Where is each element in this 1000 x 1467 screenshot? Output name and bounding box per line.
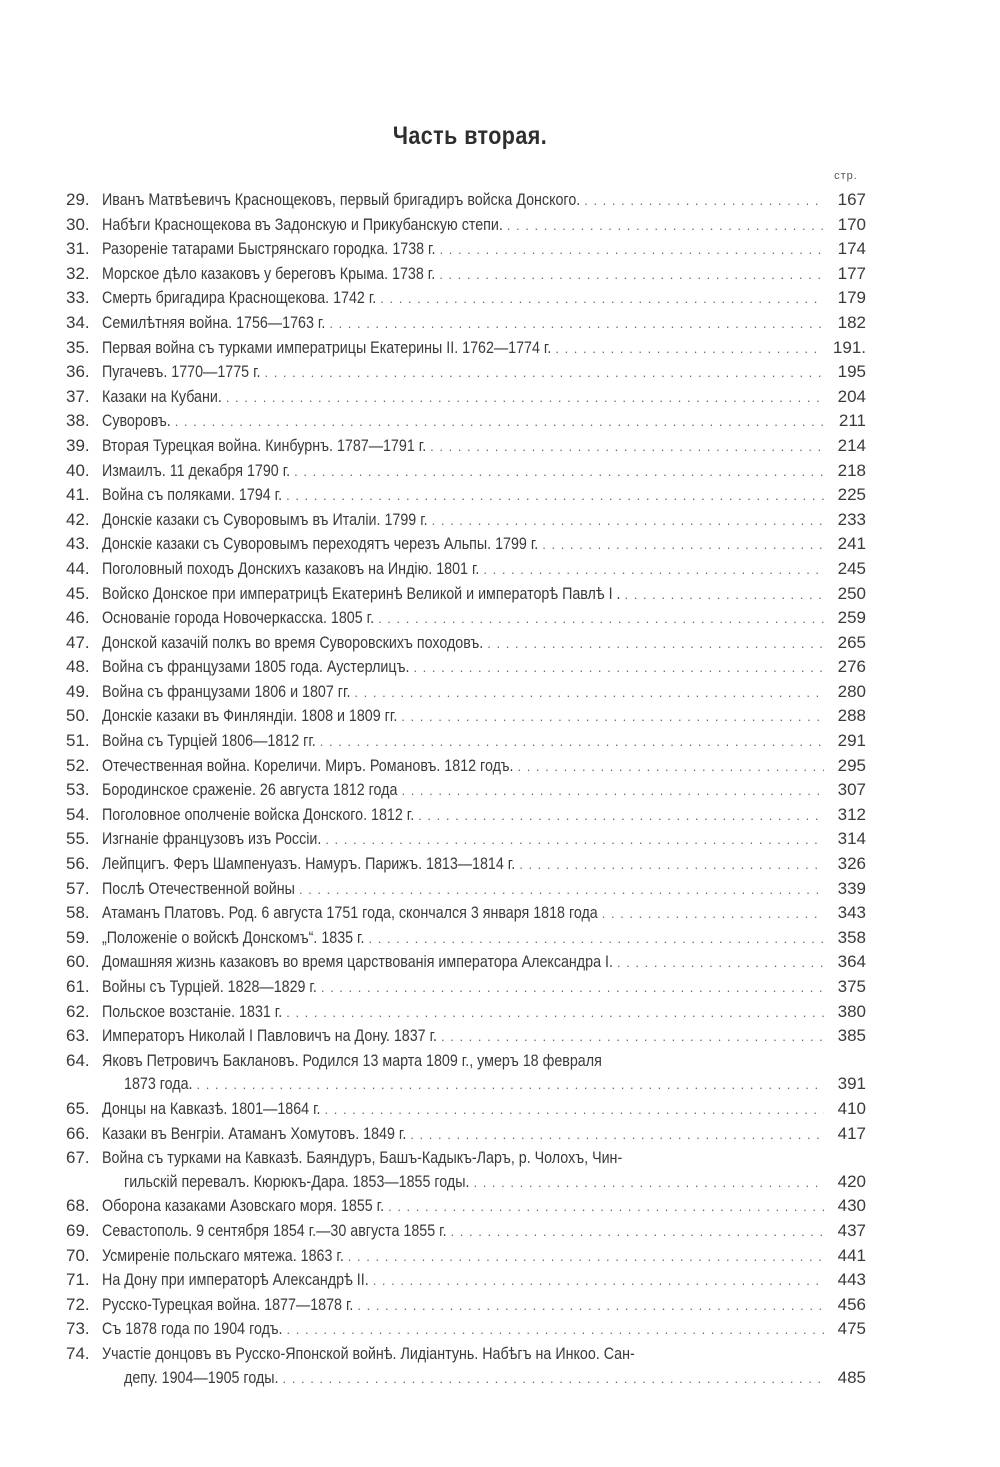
page-number: 417 bbox=[837, 1123, 866, 1143]
entry-title: Севастополь. 9 сентября 1854 г.—30 августа 1855 г. bbox=[102, 1220, 447, 1240]
dot-leader bbox=[286, 1001, 824, 1025]
toc-entry bbox=[66, 1219, 866, 1244]
dot-leader bbox=[388, 1195, 824, 1219]
page-number: 410 bbox=[837, 1098, 866, 1118]
entry-number: 37. bbox=[66, 386, 90, 406]
entry-number: 47. bbox=[66, 632, 90, 652]
entry-title: Участіе донцовъ въ Русско-Японской войнѣ. Лидіантунь. Набѣгъ на Инкоо. Сан- bbox=[102, 1343, 635, 1363]
toc-entry-line bbox=[66, 704, 866, 729]
toc-entry-line bbox=[66, 1219, 866, 1244]
entry-title: Отечественная война. Кореличи. Миръ. Романовъ. 1812 годъ. bbox=[102, 755, 514, 775]
toc-entry-line bbox=[66, 459, 866, 484]
entry-title: Яковъ Петровичъ Баклановъ. Родился 13 марта 1809 г., умеръ 18 февраля bbox=[102, 1050, 602, 1070]
toc-entry-line bbox=[66, 1244, 866, 1269]
dot-leader bbox=[321, 976, 824, 1000]
page-number: 218 bbox=[837, 460, 866, 480]
page-number: 204 bbox=[837, 386, 866, 406]
dot-leader bbox=[329, 312, 824, 336]
page-number: 475 bbox=[837, 1319, 866, 1339]
entry-title: Война съ Турціей 1806—1812 гг. bbox=[102, 731, 316, 751]
toc-entry bbox=[66, 778, 866, 803]
page-number: 259 bbox=[837, 608, 866, 628]
entry-number: 35. bbox=[66, 337, 90, 357]
toc-entry-line bbox=[66, 803, 866, 828]
page-number: 485 bbox=[837, 1367, 866, 1387]
toc-entry bbox=[66, 508, 866, 533]
entry-number: 61. bbox=[66, 977, 90, 996]
toc-entry bbox=[66, 582, 866, 607]
dot-leader bbox=[196, 1073, 824, 1097]
page-number: 314 bbox=[837, 829, 866, 849]
toc-entry-line bbox=[66, 237, 866, 262]
entry-title: Усмиреніе польскаго мятежа. 1863 г. bbox=[102, 1245, 344, 1265]
entry-title: Поголовный походъ Донскихъ казаковъ на Индію. 1801 г. bbox=[102, 558, 480, 578]
entry-number: 52. bbox=[66, 755, 90, 775]
toc-entry bbox=[66, 1122, 866, 1147]
toc-entry-line bbox=[66, 631, 866, 656]
dot-leader bbox=[380, 287, 824, 311]
toc-entry-line bbox=[66, 286, 866, 311]
toc-entry bbox=[66, 336, 866, 361]
entry-number: 72. bbox=[66, 1294, 90, 1314]
page-number: 182 bbox=[837, 312, 866, 332]
entry-number: 43. bbox=[66, 534, 90, 554]
entry-number: 58. bbox=[66, 903, 90, 923]
toc-entry-line bbox=[66, 606, 866, 631]
entry-number: 53. bbox=[66, 780, 90, 800]
entry-title: депу. 1904—1905 годы. bbox=[124, 1367, 279, 1387]
dot-leader bbox=[584, 189, 824, 213]
entry-title: Донскіе казаки съ Суворовымъ переходятъ черезъ Альпы. 1799 г. bbox=[102, 534, 539, 554]
entry-number: 42. bbox=[66, 509, 90, 529]
dot-leader bbox=[517, 755, 824, 779]
entry-title: Донцы на Кавказѣ. 1801—1864 г. bbox=[102, 1098, 321, 1118]
page-number: 441 bbox=[837, 1245, 866, 1265]
toc-entry-line bbox=[66, 385, 866, 410]
toc-entry bbox=[66, 213, 866, 238]
entry-title: Атаманъ Платовъ. Род. 6 августа 1751 года, скончался 3 января 1818 года bbox=[102, 903, 598, 923]
page-number: 214 bbox=[837, 435, 866, 455]
toc-entry-line bbox=[66, 950, 866, 975]
page-number: 443 bbox=[837, 1270, 866, 1290]
entry-number: 66. bbox=[66, 1123, 90, 1143]
dot-leader bbox=[418, 804, 824, 828]
entry-number: 29. bbox=[66, 190, 90, 209]
entry-title: гильскій перевалъ. Кюрюкъ-Дара. 1853—1855 годы. bbox=[124, 1171, 470, 1191]
toc-entry bbox=[66, 188, 866, 213]
entry-title: Иванъ Матвѣевичъ Краснощековъ, первый бригадиръ войска Донского. bbox=[102, 190, 581, 209]
toc-entry-line bbox=[66, 680, 866, 705]
entry-number: 41. bbox=[66, 485, 90, 505]
entry-number: 51. bbox=[66, 731, 90, 751]
toc-entry-line bbox=[66, 1000, 866, 1025]
entry-title: Изгнаніе французовъ изъ Россіи. bbox=[102, 829, 322, 849]
dot-leader bbox=[602, 902, 824, 926]
dot-leader bbox=[440, 238, 825, 262]
toc-entry bbox=[66, 237, 866, 262]
entry-title: Разореніе татарами Быстрянскаго городка. 1738 г. bbox=[102, 239, 436, 259]
page-number: 250 bbox=[837, 583, 866, 603]
page-number: 326 bbox=[837, 854, 866, 874]
dot-leader bbox=[432, 509, 824, 533]
toc-entry-line bbox=[66, 483, 866, 508]
toc-entry-line bbox=[66, 262, 866, 287]
page-number: 233 bbox=[837, 509, 866, 529]
entry-title: 1873 года. bbox=[124, 1074, 193, 1094]
dot-leader bbox=[286, 484, 824, 508]
dot-leader bbox=[507, 214, 824, 238]
entry-title: Послѣ Отечественной войны bbox=[102, 878, 295, 898]
page-number: 179 bbox=[837, 288, 866, 308]
toc-entry-line bbox=[66, 1122, 866, 1147]
toc-entry bbox=[66, 409, 866, 434]
entry-title: Смерть бригадира Краснощекова. 1742 г. bbox=[102, 288, 377, 308]
dot-leader bbox=[320, 730, 824, 754]
page-number: 225 bbox=[837, 485, 866, 505]
toc-entry-line bbox=[66, 926, 866, 951]
page-number: 276 bbox=[837, 657, 866, 677]
toc-entry bbox=[66, 803, 866, 828]
entry-number: 46. bbox=[66, 608, 90, 628]
dot-leader bbox=[348, 1245, 824, 1269]
page-number: 380 bbox=[837, 1001, 866, 1021]
toc-entry-line bbox=[66, 1146, 866, 1170]
entry-title: Суворовъ. bbox=[102, 411, 171, 431]
entry-number: 60. bbox=[66, 952, 90, 972]
toc-entry bbox=[66, 1268, 866, 1293]
toc-entry bbox=[66, 975, 866, 1000]
entry-number: 30. bbox=[66, 214, 90, 234]
entry-title: Съ 1878 года по 1904 годъ. bbox=[102, 1319, 283, 1339]
toc-entry bbox=[66, 1293, 866, 1318]
page-number: 391 bbox=[837, 1074, 866, 1094]
table-of-contents bbox=[66, 188, 866, 1390]
dot-leader bbox=[325, 1098, 825, 1122]
page-number: 211 bbox=[838, 411, 866, 431]
entry-title: Донской казачій полкъ во время Суворовскихъ походовъ. bbox=[102, 632, 484, 652]
entry-title: Лейпцигъ. Феръ Шампенуазъ. Намуръ. Парижъ. 1813—1814 г. bbox=[102, 854, 516, 874]
page-number: 364 bbox=[837, 952, 866, 972]
dot-leader bbox=[226, 386, 824, 410]
toc-entry bbox=[66, 459, 866, 484]
page-number: 343 bbox=[837, 903, 866, 923]
entry-title: Основаніе города Новочеркасска. 1805 г. bbox=[102, 608, 375, 628]
entry-number: 55. bbox=[66, 829, 90, 849]
toc-entry bbox=[66, 729, 866, 754]
page-number: 195 bbox=[837, 362, 866, 382]
toc-entry-line bbox=[66, 1366, 866, 1391]
toc-entry-line bbox=[66, 1170, 866, 1195]
dot-leader bbox=[373, 1269, 824, 1293]
dot-leader bbox=[483, 558, 824, 582]
entry-title: Войны съ Турціей. 1828—1829 г. bbox=[102, 977, 317, 996]
entry-title: Польское возстаніе. 1831 г. bbox=[102, 1001, 283, 1021]
toc-entry bbox=[66, 827, 866, 852]
toc-entry-line bbox=[66, 1268, 866, 1293]
toc-entry-line bbox=[66, 409, 866, 434]
toc-entry-line bbox=[66, 877, 866, 902]
toc-entry-line bbox=[66, 754, 866, 779]
entry-number: 50. bbox=[66, 706, 90, 726]
toc-entry bbox=[66, 1194, 866, 1219]
dot-leader bbox=[264, 361, 824, 385]
toc-entry bbox=[66, 1024, 866, 1049]
page-number: 265 bbox=[837, 632, 866, 652]
entry-number: 63. bbox=[66, 1026, 90, 1046]
toc-entry bbox=[66, 483, 866, 508]
page-number: 437 bbox=[837, 1220, 866, 1240]
dot-leader bbox=[287, 1318, 824, 1342]
toc-entry bbox=[66, 606, 866, 631]
dot-leader bbox=[357, 1294, 824, 1318]
dot-leader bbox=[542, 533, 824, 557]
dot-leader bbox=[354, 681, 824, 705]
toc-entry bbox=[66, 262, 866, 287]
page-number: 295 bbox=[837, 755, 866, 775]
entry-number: 65. bbox=[66, 1098, 90, 1118]
page-number: 280 bbox=[837, 681, 866, 701]
toc-entry-line bbox=[66, 1072, 866, 1097]
dot-leader bbox=[473, 1171, 824, 1195]
toc-entry bbox=[66, 385, 866, 410]
toc-entry bbox=[66, 754, 866, 779]
entry-number: 44. bbox=[66, 558, 90, 578]
dot-leader bbox=[625, 583, 824, 607]
toc-entry bbox=[66, 1049, 866, 1097]
dot-leader bbox=[294, 460, 824, 484]
toc-entry-line bbox=[66, 1024, 866, 1049]
entry-title: Первая война съ турками императрицы Екатерины II. 1762—1774 г. bbox=[102, 337, 552, 357]
entry-number: 68. bbox=[66, 1196, 90, 1216]
entry-number: 57. bbox=[66, 878, 90, 898]
entry-number: 70. bbox=[66, 1245, 90, 1265]
page-number: 167 bbox=[837, 190, 866, 209]
entry-title: Семилѣтняя война. 1756—1763 г. bbox=[102, 312, 326, 332]
page-number: 288 bbox=[837, 706, 866, 726]
entry-number: 54. bbox=[66, 804, 90, 824]
toc-entry-line bbox=[66, 360, 866, 385]
entry-title: Морское дѣло казаковъ у береговъ Крыма. 1738 г. bbox=[102, 263, 436, 283]
entry-title: Вторая Турецкая война. Кинбурнъ. 1787—1791 г. bbox=[102, 435, 427, 455]
dot-leader bbox=[401, 705, 824, 729]
page-number: 385 bbox=[837, 1026, 866, 1046]
entry-number: 39. bbox=[66, 435, 90, 455]
entry-number: 67. bbox=[66, 1148, 90, 1168]
page-column-label: стр. bbox=[834, 170, 858, 182]
page-number: 307 bbox=[837, 780, 866, 800]
dot-leader bbox=[325, 828, 824, 852]
entry-number: 33. bbox=[66, 288, 90, 308]
toc-entry bbox=[66, 360, 866, 385]
toc-entry bbox=[66, 1342, 866, 1390]
entry-number: 62. bbox=[66, 1001, 90, 1021]
entry-number: 31. bbox=[66, 239, 90, 259]
toc-entry bbox=[66, 926, 866, 951]
entry-title: Русско-Турецкая война. 1877—1878 г. bbox=[102, 1294, 354, 1314]
entry-title: Война съ французами 1805 года. Аустерлицъ. bbox=[102, 657, 410, 677]
dot-leader bbox=[378, 607, 824, 631]
toc-entry-line bbox=[66, 827, 866, 852]
section-title: Часть вторая. bbox=[392, 122, 548, 150]
dot-leader bbox=[519, 853, 824, 877]
toc-entry-line bbox=[66, 901, 866, 926]
entry-number: 64. bbox=[66, 1050, 90, 1070]
toc-entry-line bbox=[66, 188, 866, 213]
toc-entry bbox=[66, 1097, 866, 1122]
page-number: 312 bbox=[837, 804, 866, 824]
page-number: 358 bbox=[837, 927, 866, 947]
toc-entry-line bbox=[66, 582, 866, 607]
entry-title: Войско Донское при императрицѣ Екатеринѣ Великой и императорѣ Павлѣ I . bbox=[102, 583, 621, 603]
toc-entry-line bbox=[66, 729, 866, 754]
page-number: 191. bbox=[832, 337, 866, 357]
entry-title: Донскіе казаки въ Финляндіи. 1808 и 1809 гг. bbox=[102, 706, 398, 726]
toc-entry-line bbox=[66, 1194, 866, 1219]
toc-entry-line bbox=[66, 1097, 866, 1122]
toc-entry bbox=[66, 704, 866, 729]
toc-entry bbox=[66, 434, 866, 459]
dot-leader bbox=[283, 1367, 824, 1391]
toc-entry-line bbox=[66, 655, 866, 680]
toc-entry-line bbox=[66, 1317, 866, 1342]
toc-entry bbox=[66, 877, 866, 902]
page-number: 170 bbox=[837, 214, 866, 234]
entry-number: 71. bbox=[66, 1270, 90, 1290]
entry-title: Бородинское сраженіе. 26 августа 1812 года bbox=[102, 780, 398, 800]
toc-entry-line bbox=[66, 1293, 866, 1318]
toc-entry bbox=[66, 532, 866, 557]
page-number: 241 bbox=[837, 534, 866, 554]
dot-leader bbox=[617, 951, 824, 975]
entry-title: Война съ поляками. 1794 г. bbox=[102, 485, 283, 505]
page-number: 456 bbox=[837, 1294, 866, 1314]
entry-number: 48. bbox=[66, 657, 90, 677]
entry-title: Война съ французами 1806 и 1807 гг. bbox=[102, 681, 351, 701]
page-number: 420 bbox=[837, 1171, 866, 1191]
entry-number: 36. bbox=[66, 362, 90, 382]
toc-entry-line bbox=[66, 508, 866, 533]
page-number: 174 bbox=[837, 239, 866, 259]
dot-leader bbox=[175, 410, 824, 434]
dot-leader bbox=[430, 435, 824, 459]
entry-title: Набѣги Краснощекова въ Задонскую и Прикубанскую степи. bbox=[102, 214, 503, 234]
entry-number: 56. bbox=[66, 854, 90, 874]
entry-number: 32. bbox=[66, 263, 90, 283]
entry-title: Казаки въ Венгріи. Атаманъ Хомутовъ. 1849 г. bbox=[102, 1123, 407, 1143]
entry-title: Измаилъ. 11 декабря 1790 г. bbox=[102, 460, 291, 480]
dot-leader bbox=[439, 263, 824, 287]
toc-entry bbox=[66, 852, 866, 877]
entry-title: Домашняя жизнь казаковъ во время царствованія императора Александра I. bbox=[102, 952, 613, 972]
dot-leader bbox=[410, 1123, 824, 1147]
entry-number: 69. bbox=[66, 1220, 90, 1240]
toc-entry bbox=[66, 1000, 866, 1025]
toc-entry bbox=[66, 655, 866, 680]
toc-entry-line bbox=[66, 852, 866, 877]
toc-entry bbox=[66, 286, 866, 311]
toc-entry-line bbox=[66, 778, 866, 803]
toc-entry bbox=[66, 950, 866, 975]
page-number: 245 bbox=[837, 558, 866, 578]
toc-entry-line bbox=[66, 336, 866, 361]
page-number: 291 bbox=[837, 731, 866, 751]
page-number: 339 bbox=[837, 878, 866, 898]
dot-leader bbox=[413, 656, 824, 680]
toc-entry-line bbox=[66, 975, 866, 1000]
toc-entry bbox=[66, 1244, 866, 1269]
entry-number: 49. bbox=[66, 681, 90, 701]
page-number: 430 bbox=[837, 1196, 866, 1216]
toc-entry-line bbox=[66, 213, 866, 238]
entry-title: Поголовное ополченіе войска Донского. 1812 г. bbox=[102, 804, 415, 824]
entry-number: 45. bbox=[66, 583, 90, 603]
entry-title: Казаки на Кубани. bbox=[102, 386, 222, 406]
toc-entry bbox=[66, 631, 866, 656]
entry-title: На Дону при императорѣ Александрѣ II. bbox=[102, 1270, 369, 1290]
dot-leader bbox=[369, 927, 825, 951]
toc-entry bbox=[66, 1317, 866, 1342]
dot-leader bbox=[441, 1025, 824, 1049]
toc-entry bbox=[66, 680, 866, 705]
toc-entry bbox=[66, 1146, 866, 1194]
entry-number: 73. bbox=[66, 1319, 90, 1339]
toc-entry-line bbox=[66, 1049, 866, 1073]
entry-title: Донскіе казаки съ Суворовымъ въ Италіи. 1799 г. bbox=[102, 509, 428, 529]
toc-entry-line bbox=[66, 1342, 866, 1366]
entry-number: 34. bbox=[66, 312, 90, 332]
page-number: 177 bbox=[837, 263, 866, 283]
toc-entry-line bbox=[66, 532, 866, 557]
dot-leader bbox=[299, 878, 824, 902]
entry-number: 74. bbox=[66, 1343, 90, 1363]
entry-title: Оборона казаками Азовскаго моря. 1855 г. bbox=[102, 1196, 385, 1216]
entry-number: 40. bbox=[66, 460, 90, 480]
entry-title: Императоръ Николай I Павловичъ на Дону. 1837 г. bbox=[102, 1026, 438, 1046]
toc-entry bbox=[66, 901, 866, 926]
dot-leader bbox=[555, 337, 824, 361]
entry-title: „Положеніе о войскѣ Донскомъ“. 1835 г. bbox=[102, 927, 365, 947]
entry-number: 59. bbox=[66, 927, 90, 947]
dot-leader bbox=[401, 779, 824, 803]
entry-title: Война съ турками на Кавказѣ. Баяндуръ, Башъ-Кадыкъ-Ларъ, р. Чолохъ, Чин- bbox=[102, 1148, 623, 1168]
dot-leader bbox=[451, 1220, 824, 1244]
toc-entry-line bbox=[66, 557, 866, 582]
toc-entry bbox=[66, 311, 866, 336]
toc-entry-line bbox=[66, 311, 866, 336]
toc-entry bbox=[66, 557, 866, 582]
dot-leader bbox=[487, 632, 824, 656]
entry-number: 38. bbox=[66, 411, 90, 431]
toc-entry-line bbox=[66, 434, 866, 459]
page-number: 375 bbox=[837, 977, 866, 996]
entry-title: Пугачевъ. 1770—1775 г. bbox=[102, 362, 261, 382]
